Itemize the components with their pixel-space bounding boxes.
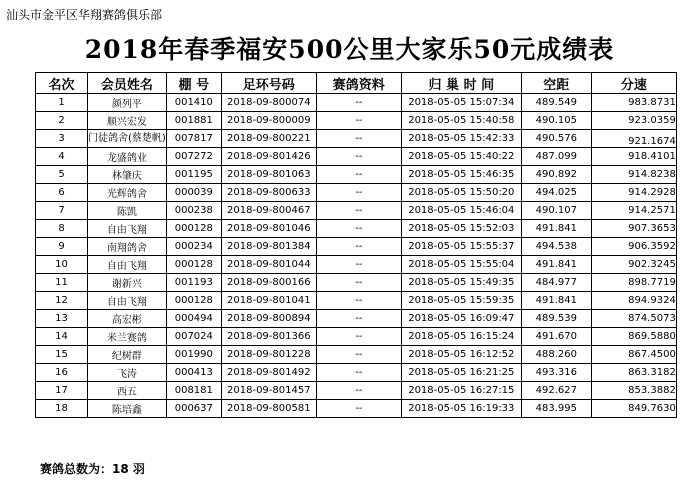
cell-member-name: 陈凯: [88, 202, 167, 220]
header-info: 赛鸽资料: [316, 73, 401, 94]
cell-distance: 490.892: [521, 166, 591, 184]
results-body: [36, 94, 677, 418]
cell-info: --: [316, 148, 401, 166]
table-row: [36, 94, 677, 112]
total-count: 赛鸽总数为：18 羽: [40, 462, 145, 476]
table-row: [36, 130, 677, 148]
cell-rank: 16: [36, 364, 88, 382]
cell-info: --: [316, 256, 401, 274]
cell-member-name: 南翔鸽舍: [88, 238, 167, 256]
cell-distance: 488.260: [521, 346, 591, 364]
cell-info: --: [316, 364, 401, 382]
cell-speed: 914.2571: [591, 202, 676, 220]
cell-info: --: [316, 166, 401, 184]
cell-ring: 2018-09-800166: [221, 274, 316, 292]
cell-member-name: 光辉鸽舍: [88, 184, 167, 202]
cell-rank: 1: [36, 94, 88, 112]
cell-arrival-time: 2018-05-05 15:55:04: [401, 256, 521, 274]
cell-ring: 2018-09-801041: [221, 292, 316, 310]
cell-ring: 2018-09-801384: [221, 238, 316, 256]
table-row: [36, 112, 677, 130]
cell-loft: 000637: [166, 400, 221, 418]
cell-arrival-time: 2018-05-05 15:55:37: [401, 238, 521, 256]
cell-member-name: 龙盛鸽业: [88, 148, 167, 166]
cell-info: --: [316, 292, 401, 310]
header-ring: 足环号码: [221, 73, 316, 94]
cell-loft: 000238: [166, 202, 221, 220]
cell-member-name: 米兰赛鸽: [88, 328, 167, 346]
cell-info: --: [316, 382, 401, 400]
cell-ring: 2018-09-800009: [221, 112, 316, 130]
cell-distance: 490.576: [521, 130, 591, 148]
cell-loft: 001195: [166, 166, 221, 184]
cell-member-name: 自由飞翔: [88, 256, 167, 274]
cell-arrival-time: 2018-05-05 15:46:35: [401, 166, 521, 184]
results-table: [35, 72, 677, 418]
cell-ring: 2018-09-800074: [221, 94, 316, 112]
cell-distance: 492.627: [521, 382, 591, 400]
header-distance: 空距: [521, 73, 591, 94]
cell-distance: 491.841: [521, 220, 591, 238]
cell-rank: 2: [36, 112, 88, 130]
cell-speed: 914.8238: [591, 166, 676, 184]
table-row: [36, 166, 677, 184]
cell-arrival-time: 2018-05-05 15:40:58: [401, 112, 521, 130]
cell-speed: 918.4101: [591, 148, 676, 166]
cell-loft: 001990: [166, 346, 221, 364]
cell-arrival-time: 2018-05-05 15:46:04: [401, 202, 521, 220]
cell-member-name: 颜列平: [88, 94, 167, 112]
cell-member-name: 门徒鸽舍(蔡楚帆): [88, 130, 167, 148]
cell-rank: 3: [36, 130, 88, 148]
cell-ring: 2018-09-801457: [221, 382, 316, 400]
cell-speed: 898.7719: [591, 274, 676, 292]
cell-distance: 491.841: [521, 256, 591, 274]
cell-distance: 493.316: [521, 364, 591, 382]
cell-distance: 494.538: [521, 238, 591, 256]
cell-rank: 10: [36, 256, 88, 274]
cell-ring: 2018-09-801426: [221, 148, 316, 166]
cell-distance: 494.025: [521, 184, 591, 202]
cell-ring: 2018-09-800467: [221, 202, 316, 220]
cell-speed: 863.3182: [591, 364, 676, 382]
cell-member-name: 陈培鑫: [88, 400, 167, 418]
cell-info: --: [316, 238, 401, 256]
cell-rank: 12: [36, 292, 88, 310]
cell-loft: 007817: [166, 130, 221, 148]
cell-ring: 2018-09-801492: [221, 364, 316, 382]
header-speed: 分速: [591, 73, 676, 94]
cell-rank: 14: [36, 328, 88, 346]
cell-rank: 11: [36, 274, 88, 292]
cell-speed: 894.9324: [591, 292, 676, 310]
cell-arrival-time: 2018-05-05 16:19:33: [401, 400, 521, 418]
cell-rank: 9: [36, 238, 88, 256]
cell-loft: 001410: [166, 94, 221, 112]
cell-member-name: 西五: [88, 382, 167, 400]
cell-loft: 000128: [166, 256, 221, 274]
cell-speed: 914.2928: [591, 184, 676, 202]
table-row: [36, 184, 677, 202]
club-name: 汕头市金平区华翔赛鸽俱乐部: [6, 8, 163, 22]
cell-speed: 867.4500: [591, 346, 676, 364]
cell-speed: 869.5880: [591, 328, 676, 346]
cell-arrival-time: 2018-05-05 15:52:03: [401, 220, 521, 238]
table-row: [36, 220, 677, 238]
cell-info: --: [316, 346, 401, 364]
header-member-name: 会员姓名: [88, 73, 167, 94]
table-row: [36, 382, 677, 400]
cell-info: --: [316, 112, 401, 130]
cell-member-name: 自由飞翔: [88, 292, 167, 310]
cell-speed: 923.0359: [591, 112, 676, 130]
cell-loft: 008181: [166, 382, 221, 400]
cell-loft: 000039: [166, 184, 221, 202]
cell-speed: 921.1674: [591, 130, 676, 148]
cell-distance: 491.670: [521, 328, 591, 346]
table-row: [36, 148, 677, 166]
cell-rank: 4: [36, 148, 88, 166]
cell-member-name: 飞涛: [88, 364, 167, 382]
cell-loft: 000128: [166, 292, 221, 310]
cell-loft: 007024: [166, 328, 221, 346]
cell-distance: 490.105: [521, 112, 591, 130]
cell-ring: 2018-09-801228: [221, 346, 316, 364]
cell-distance: 490.107: [521, 202, 591, 220]
cell-distance: 487.099: [521, 148, 591, 166]
table-row: [36, 310, 677, 328]
cell-distance: 491.841: [521, 292, 591, 310]
cell-speed: 874.5073: [591, 310, 676, 328]
cell-arrival-time: 2018-05-05 15:49:35: [401, 274, 521, 292]
cell-speed: 849.7630: [591, 400, 676, 418]
cell-info: --: [316, 328, 401, 346]
header-rank: 名次: [36, 73, 88, 94]
table-row: [36, 346, 677, 364]
cell-speed: 907.3653: [591, 220, 676, 238]
cell-arrival-time: 2018-05-05 16:15:24: [401, 328, 521, 346]
cell-arrival-time: 2018-05-05 15:50:20: [401, 184, 521, 202]
cell-distance: 484.977: [521, 274, 591, 292]
table-row: [36, 292, 677, 310]
cell-loft: 000128: [166, 220, 221, 238]
cell-distance: 483.995: [521, 400, 591, 418]
cell-member-name: 高宏彬: [88, 310, 167, 328]
cell-arrival-time: 2018-05-05 16:27:15: [401, 382, 521, 400]
cell-ring: 2018-09-801046: [221, 220, 316, 238]
cell-info: --: [316, 310, 401, 328]
cell-arrival-time: 2018-05-05 15:07:34: [401, 94, 521, 112]
cell-ring: 2018-09-801063: [221, 166, 316, 184]
cell-member-name: 纪树群: [88, 346, 167, 364]
cell-speed: 853.3882: [591, 382, 676, 400]
cell-member-name: 林肇庆: [88, 166, 167, 184]
cell-info: --: [316, 274, 401, 292]
cell-rank: 7: [36, 202, 88, 220]
cell-arrival-time: 2018-05-05 15:59:35: [401, 292, 521, 310]
cell-loft: 000234: [166, 238, 221, 256]
cell-distance: 489.539: [521, 310, 591, 328]
cell-arrival-time: 2018-05-05 16:12:52: [401, 346, 521, 364]
cell-distance: 489.549: [521, 94, 591, 112]
cell-arrival-time: 2018-05-05 16:09:47: [401, 310, 521, 328]
cell-rank: 18: [36, 400, 88, 418]
cell-info: --: [316, 130, 401, 148]
cell-info: --: [316, 94, 401, 112]
cell-ring: 2018-09-800221: [221, 130, 316, 148]
header-row: [36, 73, 677, 94]
cell-ring: 2018-09-800581: [221, 400, 316, 418]
cell-rank: 8: [36, 220, 88, 238]
cell-loft: 001881: [166, 112, 221, 130]
cell-rank: 17: [36, 382, 88, 400]
cell-rank: 6: [36, 184, 88, 202]
cell-rank: 15: [36, 346, 88, 364]
cell-loft: 007272: [166, 148, 221, 166]
cell-ring: 2018-09-800633: [221, 184, 316, 202]
cell-arrival-time: 2018-05-05 15:42:33: [401, 130, 521, 148]
header-loft: 棚 号: [166, 73, 221, 94]
cell-loft: 001193: [166, 274, 221, 292]
table-row: [36, 202, 677, 220]
table-row: [36, 256, 677, 274]
cell-loft: 000494: [166, 310, 221, 328]
cell-rank: 5: [36, 166, 88, 184]
cell-member-name: 顺兴宏发: [88, 112, 167, 130]
table-row: [36, 238, 677, 256]
cell-ring: 2018-09-800894: [221, 310, 316, 328]
cell-info: --: [316, 184, 401, 202]
cell-member-name: 自由飞翔: [88, 220, 167, 238]
cell-arrival-time: 2018-05-05 15:40:22: [401, 148, 521, 166]
cell-loft: 000413: [166, 364, 221, 382]
table-row: [36, 400, 677, 418]
table-row: [36, 328, 677, 346]
header-arrival-time: 归 巢 时 间: [401, 73, 521, 94]
cell-arrival-time: 2018-05-05 16:21:25: [401, 364, 521, 382]
cell-member-name: 谢新兴: [88, 274, 167, 292]
cell-ring: 2018-09-801044: [221, 256, 316, 274]
cell-speed: 902.3245: [591, 256, 676, 274]
cell-rank: 13: [36, 310, 88, 328]
cell-info: --: [316, 202, 401, 220]
cell-info: --: [316, 220, 401, 238]
table-row: [36, 364, 677, 382]
page-title: 2018年春季福安500公里大家乐50元成绩表: [84, 35, 615, 64]
cell-ring: 2018-09-801366: [221, 328, 316, 346]
table-row: [36, 274, 677, 292]
cell-info: --: [316, 400, 401, 418]
cell-speed: 983.8731: [591, 94, 676, 112]
cell-speed: 906.3592: [591, 238, 676, 256]
